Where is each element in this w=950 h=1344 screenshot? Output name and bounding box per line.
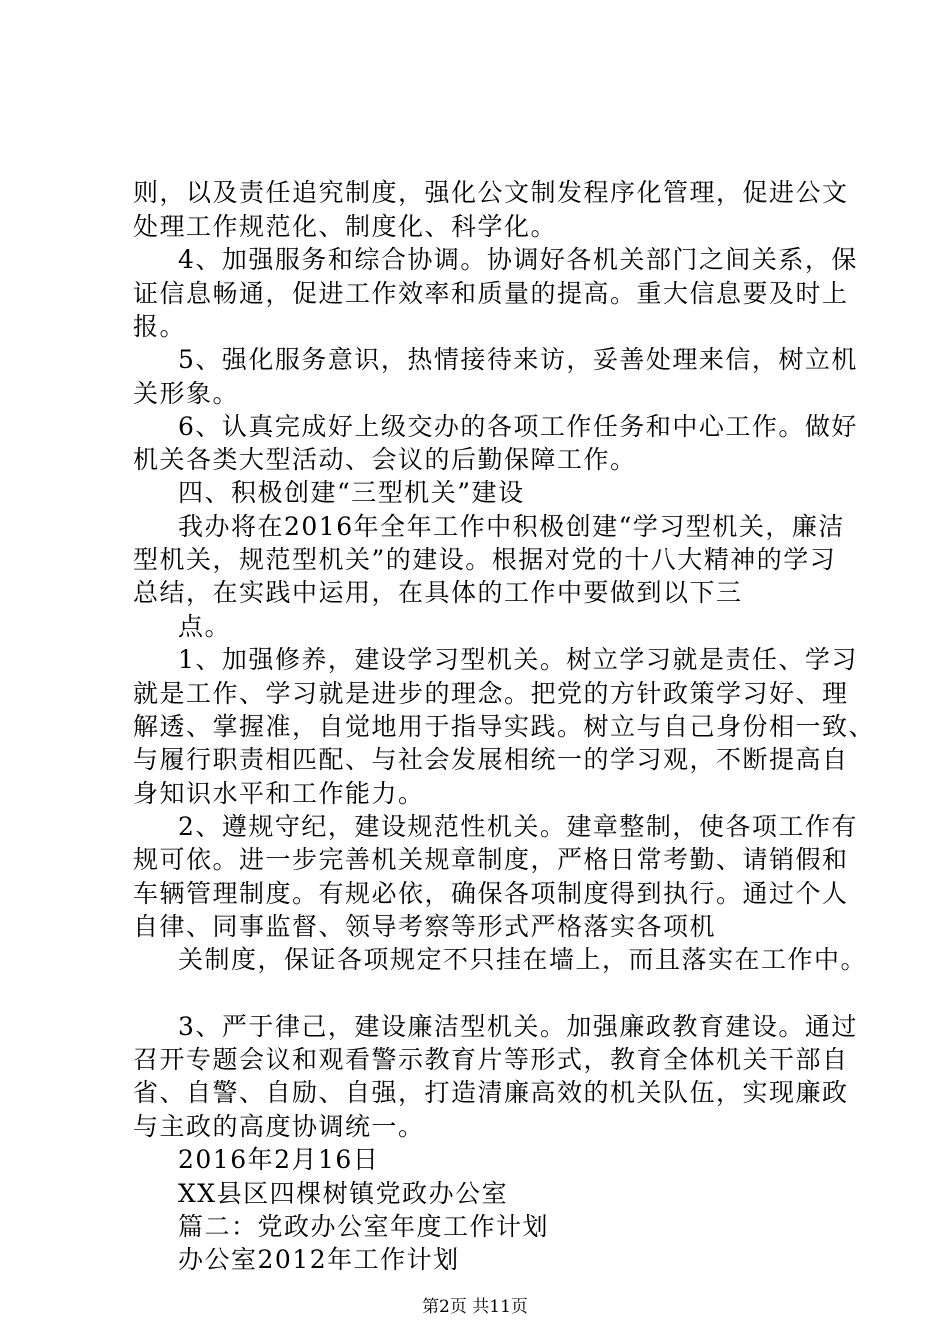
text-line: 总结，在实践中运用，在具体的工作中要做到以下三	[133, 578, 743, 607]
text-line: 机关各类大型活动、会议的后勤保障工作。	[133, 445, 637, 474]
text-line: 3、严于律己，建设廉洁型机关。加强廉政教育建设。通过	[178, 1012, 858, 1041]
text-line: 证信息畅通，促进工作效率和质量的提高。重大信息要及时上	[133, 279, 849, 308]
plan-title: 办公室2012年工作计划	[178, 1245, 460, 1274]
text-line: 就是工作、学习就是进步的理念。把党的方针政策学习好、理	[133, 679, 849, 708]
text-line: 4、加强服务和综合协调。协调好各机关部门之间关系，保	[178, 245, 858, 274]
text-line: 型机关，规范型机关”的建设。根据对党的十八大精神的学习	[133, 545, 837, 574]
text-line: 2、遵规守纪，建设规范性机关。建章整制，使各项工作有	[178, 812, 858, 841]
chapter-heading: 篇二：党政办公室年度工作计划	[178, 1212, 550, 1241]
text-line: 关制度，保证各项规定不只挂在墙上，而且落实在工作中。	[178, 945, 868, 974]
text-line: 1、加强修养，建设学习型机关。树立学习就是责任、学习	[178, 645, 858, 674]
section-heading: 四、积极创建“三型机关”建设	[178, 478, 525, 507]
text-line: 5、强化服务意识，热情接待来访，妥善处理来信，树立机	[178, 345, 858, 374]
text-line: 与履行职责相匹配、与社会发展相统一的学习观，不断提高自	[133, 745, 849, 774]
date-line: 2016年2月16日	[178, 1145, 380, 1174]
text-line: 车辆管理制度。有规必依，确保各项制度得到执行。通过个人	[133, 879, 849, 908]
text-line: 则，以及责任追究制度，强化公文制发程序化管理，促进公文	[133, 178, 849, 207]
text-line: 报。	[133, 312, 187, 341]
text-line: 6、认真完成好上级交办的各项工作任务和中心工作。做好	[178, 412, 858, 441]
text-line: 省、自警、自励、自强，打造清廉高效的机关队伍，实现廉政	[133, 1078, 849, 1107]
text-line: 召开专题会议和观看警示教育片等形式，教育全体机关干部自	[133, 1045, 849, 1074]
text-line: 解透、掌握准，自觉地用于指导实践。树立与自己身份相一致、	[133, 712, 876, 741]
text-line: 点。	[178, 612, 232, 641]
text-line: 身知识水平和工作能力。	[133, 779, 425, 808]
text-line: 我办将在2016年全年工作中积极创建“学习型机关，廉洁	[178, 512, 845, 541]
text-line: 与主政的高度协调统一。	[133, 1112, 425, 1141]
signature-line: XX县区四棵树镇党政办公室	[178, 1179, 509, 1208]
text-line: 自律、同事监督、领导考察等形式严格落实各项机	[133, 912, 717, 941]
text-line: 规可依。进一步完善机关规章制度，严格日常考勤、请销假和	[133, 845, 849, 874]
text-line: 关形象。	[133, 379, 240, 408]
page-footer: 第2页 共11页	[422, 1297, 528, 1317]
text-line: 处理工作规范化、制度化、科学化。	[133, 212, 558, 241]
